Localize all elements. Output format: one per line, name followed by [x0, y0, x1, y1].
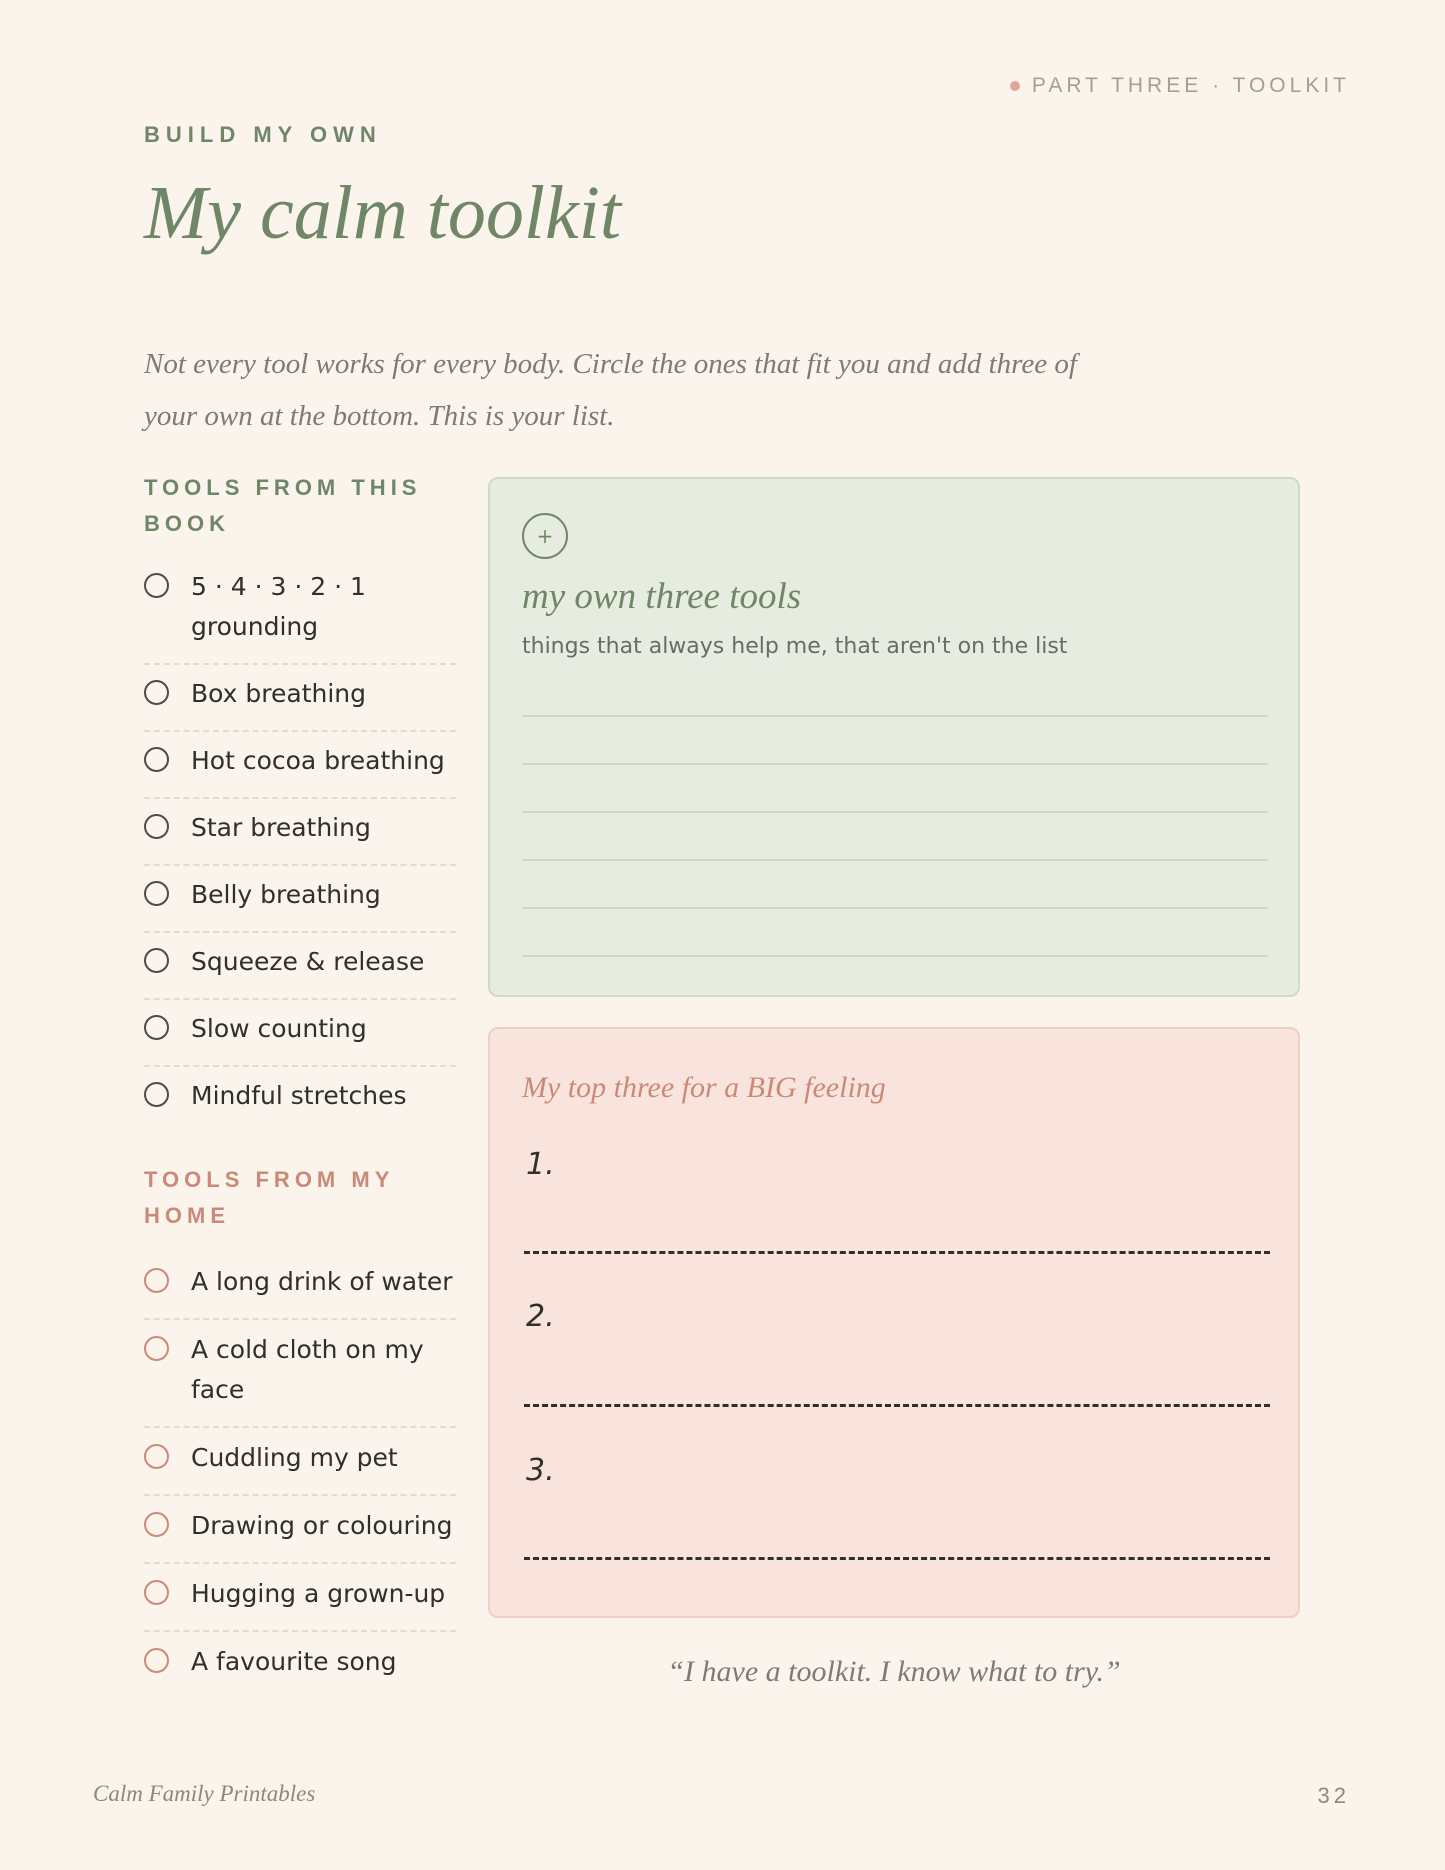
tool-label: A long drink of water — [191, 1267, 453, 1296]
top-three-title: My top three for a BIG feeling — [522, 1071, 886, 1104]
tool-label: A favourite song — [191, 1647, 397, 1676]
page-title: My calm toolkit — [144, 171, 621, 255]
tool-label: Mindful stretches — [191, 1081, 407, 1110]
list-item[interactable] — [144, 1496, 456, 1564]
list-item[interactable] — [144, 558, 456, 665]
home-tools-heading: TOOLS FROM MY HOME — [144, 1167, 394, 1228]
tool-label: Box breathing — [191, 679, 367, 708]
list-item[interactable] — [144, 866, 456, 933]
tool-label: Belly breathing — [191, 880, 381, 909]
list-item[interactable] — [144, 1428, 456, 1496]
list-item[interactable] — [144, 732, 456, 799]
list-item[interactable] — [144, 1564, 456, 1632]
top-three-card — [488, 1027, 1300, 1618]
page-number: 32 — [1317, 1783, 1350, 1808]
number-label: 3. — [526, 1453, 555, 1488]
tool-label: Slow counting — [191, 1014, 367, 1043]
own-tools-card — [488, 477, 1300, 997]
circle-checkbox-icon[interactable] — [144, 1336, 169, 1361]
number-label: 2. — [526, 1299, 555, 1334]
circle-checkbox-icon[interactable] — [144, 1648, 169, 1673]
book-tools-heading: TOOLS FROM THIS BOOK — [144, 475, 422, 536]
own-tools-subtitle: things that always help me, that aren't on the list — [522, 634, 1068, 659]
tool-label: Hot cocoa breathing — [191, 746, 445, 775]
circle-checkbox-icon[interactable] — [144, 1015, 169, 1040]
circle-checkbox-icon[interactable] — [144, 814, 169, 839]
tool-label: Cuddling my pet — [191, 1443, 398, 1472]
writing-line[interactable] — [522, 955, 1268, 957]
tool-label: Squeeze & release — [191, 947, 425, 976]
list-item[interactable] — [144, 1000, 456, 1067]
circle-checkbox-icon[interactable] — [144, 1082, 169, 1107]
circle-checkbox-icon[interactable] — [144, 747, 169, 772]
bullet-dot-icon — [1010, 81, 1020, 91]
answer-line[interactable] — [524, 1404, 1270, 1407]
circle-checkbox-icon[interactable] — [144, 948, 169, 973]
answer-line[interactable] — [524, 1251, 1270, 1254]
writing-line[interactable] — [522, 763, 1268, 765]
plus-icon: + — [522, 513, 568, 559]
circle-checkbox-icon[interactable] — [144, 680, 169, 705]
writing-line[interactable] — [522, 715, 1268, 717]
eyebrow-label: BUILD MY OWN — [144, 122, 382, 147]
list-item[interactable] — [144, 799, 456, 866]
tool-label: Star breathing — [191, 813, 371, 842]
circle-checkbox-icon[interactable] — [144, 573, 169, 598]
footer-brand: Calm Family Printables — [93, 1781, 316, 1806]
tool-label: Hugging a grown-up — [191, 1579, 446, 1608]
tool-label: A cold cloth on my face — [191, 1335, 424, 1404]
list-item[interactable] — [144, 933, 456, 1000]
writing-line[interactable] — [522, 811, 1268, 813]
circle-checkbox-icon[interactable] — [144, 1268, 169, 1293]
circle-checkbox-icon[interactable] — [144, 1444, 169, 1469]
writing-line[interactable] — [522, 859, 1268, 861]
number-label: 1. — [526, 1147, 555, 1182]
tool-label: 5 · 4 · 3 · 2 · 1 grounding — [191, 572, 366, 641]
writing-line[interactable] — [522, 907, 1268, 909]
list-item[interactable] — [144, 665, 456, 732]
running-head-text: PART THREE · TOOLKIT — [1031, 74, 1350, 97]
list-item[interactable] — [144, 1320, 456, 1428]
circle-checkbox-icon[interactable] — [144, 1512, 169, 1537]
answer-line[interactable] — [524, 1557, 1270, 1560]
book-tools-list — [144, 558, 456, 1132]
tool-label: Drawing or colouring — [191, 1511, 453, 1540]
tool-lists-column — [144, 470, 456, 1698]
list-item[interactable] — [144, 1067, 456, 1132]
list-item[interactable] — [144, 1252, 456, 1320]
own-tools-title: my own three tools — [522, 576, 802, 617]
circle-checkbox-icon[interactable] — [144, 881, 169, 906]
circle-checkbox-icon[interactable] — [144, 1580, 169, 1605]
affirmation-quote: “I have a toolkit. I know what to try.” — [667, 1655, 1121, 1688]
intro-text: Not every tool works for every body. Circle the ones that fit you and add three of your own at the bottom. This is your list. — [144, 348, 1077, 432]
list-item[interactable] — [144, 1632, 456, 1698]
running-head — [1010, 74, 1350, 98]
home-tools-list — [144, 1252, 456, 1698]
